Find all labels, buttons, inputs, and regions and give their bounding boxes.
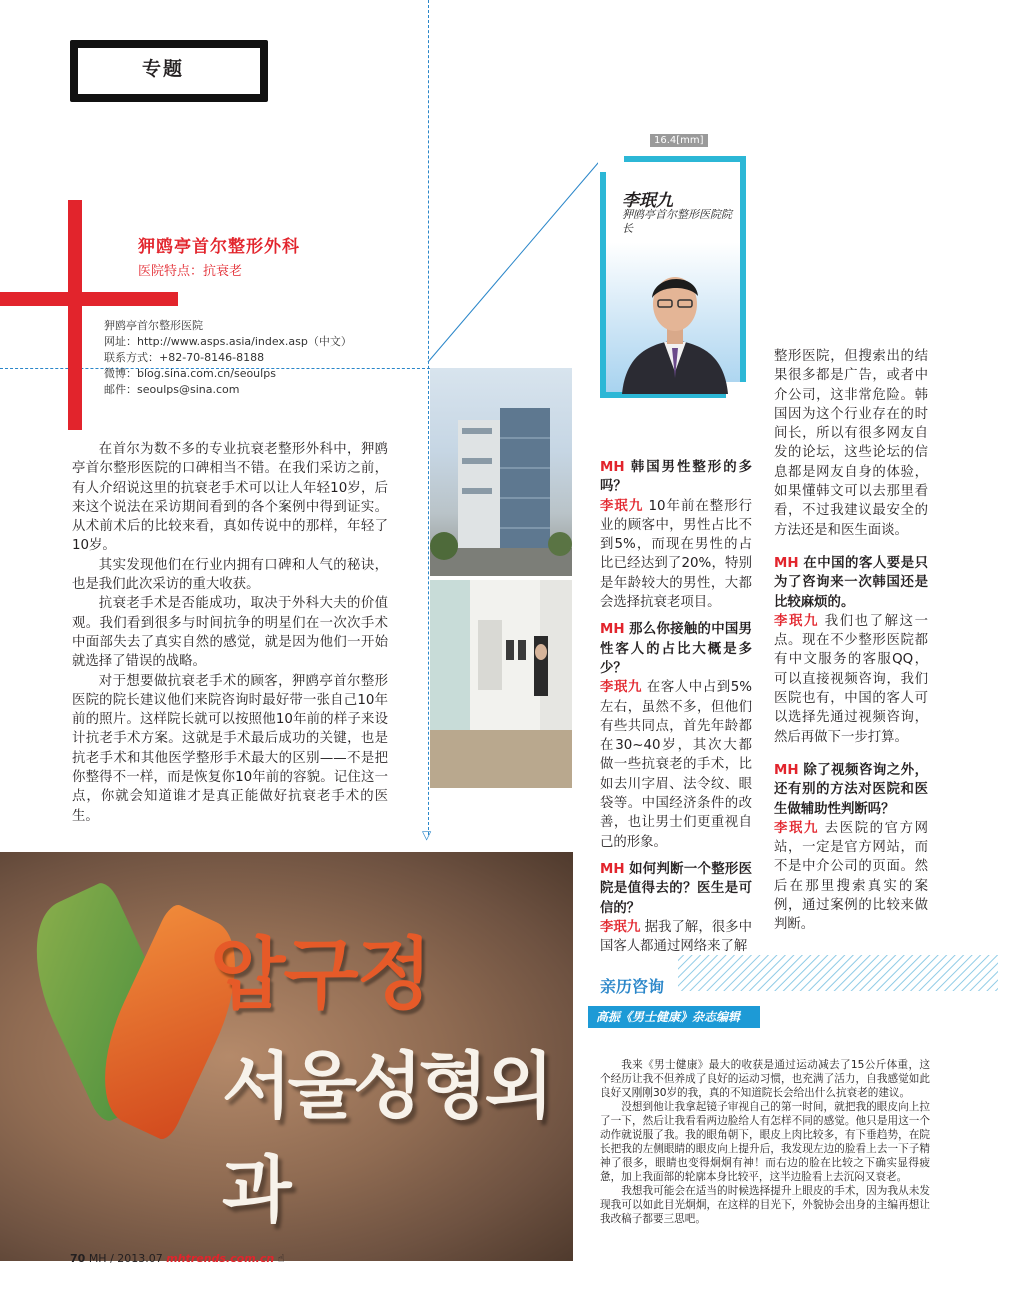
qa-question: 韩国男性整形的多吗？ bbox=[600, 460, 752, 495]
hospital-sign-photo bbox=[0, 852, 573, 1261]
qa-column-middle bbox=[600, 458, 752, 964]
experience-paragraph: 没想到他让我拿起镜子审视自己的第一时间，就把我的眼皮向上拉了一下，然后让我看看两边脸给人有怎样不同的感觉。他只是用这一个动作就说服了我。我的眼角朝下，眼皮上肉比较多，有下垂趋势，在院长把我的左侧眼睛的眼皮向上提升后，我发现左边的脸看上去一下子精神了很多，眼睛也变得炯炯有神！而右边的脸在比较之下确实显得疲惫，加上我面部的轮廓本身比较平，这半边脸看上去沉闷又衰老。 bbox=[600, 1101, 930, 1183]
doctor-title: 狎鸥亭首尔整形医院院长 bbox=[622, 208, 732, 235]
guide-vertical-line bbox=[428, 0, 429, 835]
issue-info: MH / 2013.07 bbox=[88, 1252, 163, 1265]
qa-question: 在中国的客人要是只为了咨询来一次韩国还是比较麻烦的。 bbox=[774, 555, 928, 610]
qa-item bbox=[600, 620, 752, 852]
qa-answerer: 李珉九 bbox=[600, 680, 642, 696]
interior-illustration bbox=[430, 580, 572, 788]
frame-notch bbox=[598, 154, 624, 172]
article-paragraph: 对于想要做抗衰老手术的顾客，狎鸥亭首尔整形医院的院长建议他们来院咨询时最好带一张自己10年前的照片。这样院长就可以按照他10年前的样子来设计抗老手术方案。这就是手术最后成功的关键，也是抗老手术和其他医学整形手术最大的区别——不是把你整得不一样，而是恢复你10年前的容貌。记住这一点，你就会知道谁才是真正能做好抗衰老手术的医生。 bbox=[72, 673, 388, 824]
experience-title: 亲历咨询 bbox=[600, 977, 665, 996]
qa-column-right bbox=[774, 347, 928, 943]
hospital-building-photo bbox=[430, 368, 572, 576]
contact-line: 邮件：seoulps@sina.com bbox=[104, 383, 240, 396]
mh-tag: MH bbox=[774, 762, 799, 778]
qa-question: 如何判断一个整形医院是值得去的？医生是可信的？ bbox=[600, 861, 752, 916]
contact-line: 微博：blog.sina.com.cn/seoulps bbox=[104, 367, 276, 380]
sign-text-korean-2: 서울성형외과 bbox=[222, 1044, 550, 1232]
hospital-feature: 医院特点：抗衰老 bbox=[138, 264, 243, 279]
section-tab bbox=[70, 40, 268, 102]
page-number: 70 bbox=[70, 1252, 86, 1265]
qa-answer: 我们也了解这一点。现在不少整形医院都有中文服务的客服QQ，可以直接视频咨询，我们医院也有，中国的客人可以选择先通过视频咨询，然后再做下一步打算。 bbox=[774, 613, 928, 745]
experience-paragraph: 我想我可能会在适当的时候选择提升上眼皮的手术，因为我从未发现我可以如此目光炯炯，在这样的目光下，外貌协会出身的主编再想让我改稿子都要三思吧。 bbox=[600, 1185, 930, 1225]
qa-item bbox=[774, 761, 928, 935]
qa-item bbox=[600, 458, 752, 612]
cursor-hand-icon: ☝ bbox=[277, 1252, 285, 1265]
mh-tag: MH bbox=[600, 861, 625, 877]
qa-answer: 据我了解，很多中国客人都通过网络来了解 bbox=[600, 919, 752, 955]
qa-question: 除了视频咨询之外，还有别的方法对医院和医生做辅助性判断吗？ bbox=[774, 762, 928, 817]
red-cross-vertical bbox=[68, 200, 82, 430]
hospital-name: 狎鸥亭首尔整形外科 bbox=[138, 237, 300, 257]
qa-answer: 在客人中占到5%左右，虽然不多，但他们有些共同点，首先年龄都在30~40岁，其次大都做一些抗衰老的手术，比如去川字眉、法令纹、眼袋等。中国经济条件的改善，也让男士们更重视自己的形象。 bbox=[600, 680, 752, 850]
qa-answerer: 李珉九 bbox=[774, 613, 819, 629]
qa-answerer: 李珉九 bbox=[774, 820, 819, 836]
page-footer bbox=[70, 1252, 284, 1265]
qa-item bbox=[774, 554, 928, 747]
article-body bbox=[72, 440, 388, 826]
footer-url[interactable]: mhtrends.com.cn bbox=[166, 1252, 275, 1265]
contact-line: 联系方式：+82-70-8146-8188 bbox=[104, 351, 265, 364]
guide-diagonal-line bbox=[420, 150, 610, 370]
mh-tag: MH bbox=[774, 555, 799, 571]
article-paragraph: 在首尔为数不多的专业抗衰老整形外科中，狎鸥亭首尔整形医院的口碑相当不错。在我们采访之前，有人介绍说这里的抗衰老手术可以让人年轻10岁，后来这个说法在采访期间看到的各个案例中得到证实。从术前术后的比较来看，真如传说中的那样，年轻了10岁。 bbox=[72, 442, 388, 554]
qa-answer: 10年前在整形行业的顾客中，男性占比不到5%，而现在男性的占比已经达到了20%，特别是年龄较大的男性，大都会选择抗衰老项目。 bbox=[600, 498, 753, 611]
qa-answer-continued: 整形医院，但搜索出的结果很多都是广告，或者中介公司，这非常危险。韩国因为这个行业存在的时间长，所以有很多网友自发的论坛，这些论坛的信息都是网友自身的体验，如果懂韩文可以去那里看看，不过我建议最安全的方法还是和医生面谈。 bbox=[774, 349, 928, 538]
sign-text-korean-1: 압구정 bbox=[210, 930, 431, 1020]
measure-label: 16.4[mm] bbox=[650, 134, 708, 147]
arrow-down-icon: ▽ bbox=[422, 828, 432, 842]
experience-body bbox=[600, 1058, 930, 1226]
red-cross-horizontal bbox=[0, 292, 178, 306]
contact-line: 网址：http://www.asps.asia/index.asp（中文） bbox=[104, 335, 352, 348]
article-paragraph: 其实发现他们在行业内拥有口碑和人气的秘诀，也是我们此次采访的重大收获。 bbox=[72, 557, 388, 593]
building-illustration bbox=[430, 368, 572, 576]
qa-item bbox=[600, 860, 752, 956]
qa-question: 那么你接触的中国男性客人的占比大概是多少？ bbox=[600, 622, 752, 676]
qa-answerer: 李珉九 bbox=[600, 919, 641, 935]
mh-tag: MH bbox=[600, 622, 625, 638]
experience-paragraph: 我来《男士健康》最大的收获是通过运动减去了15公斤体重，这个经历让我不但养成了良好的运动习惯，也充满了活力，自我感觉如此良好又刚刚30岁的我，真的不知道院长会给出什么抗衰老的建议。 bbox=[600, 1059, 930, 1099]
experience-author-tag: 高振《男士健康》杂志编辑 bbox=[588, 1006, 760, 1028]
contact-info bbox=[104, 318, 352, 398]
section-label: 专题 bbox=[142, 58, 185, 80]
contact-line: 狎鸥亭首尔整形医院 bbox=[104, 319, 203, 332]
qa-answer: 去医院的官方网站，一定是官方网站，而不是中介公司的页面。然后在那里搜索真实的案例，通过案例的比较来做判断。 bbox=[774, 820, 928, 933]
qa-answerer: 李珉九 bbox=[600, 498, 644, 514]
article-paragraph: 抗衰老手术是否能成功，取决于外科大夫的价值观。我们看到很多与时间抗争的明星们在一次次手术中面部失去了真实自然的感觉，就是因为他们一开始就选择了错误的战略。 bbox=[72, 596, 388, 670]
doctor-name: 李珉九 bbox=[622, 191, 673, 211]
mh-tag: MH bbox=[600, 460, 625, 475]
doctor-portrait bbox=[614, 260, 736, 394]
hospital-interior-photo bbox=[430, 580, 572, 788]
